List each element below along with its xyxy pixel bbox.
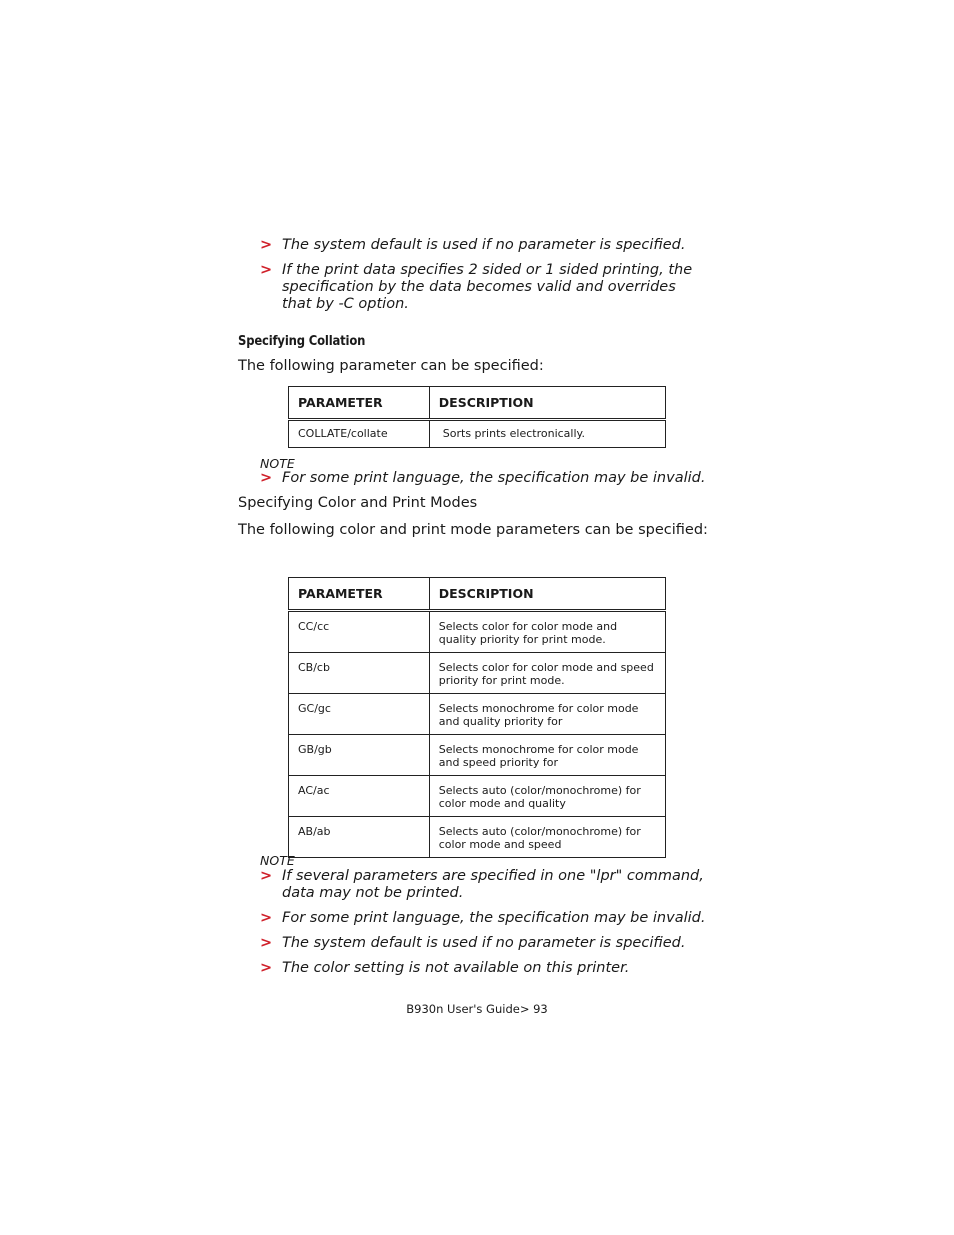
bullet-item	[260, 470, 710, 487]
table-cell-parameter: AC/ac	[289, 776, 430, 817]
note-label: NOTE	[260, 456, 295, 471]
table-cell-parameter: CC/cc	[289, 611, 430, 653]
color-intro: The following color and print mode parameters can be specified:	[238, 522, 708, 538]
page-footer: B930n User's Guide> 93	[406, 1002, 548, 1016]
collation-intro: The following parameter can be specified:	[238, 358, 544, 374]
color-table	[288, 577, 666, 858]
bullet-text: The system default is used if no parameter is specified.	[282, 935, 686, 951]
table-row	[289, 776, 666, 817]
table-row	[289, 817, 666, 858]
table-header-row	[289, 387, 666, 420]
bullet-marker: >	[260, 910, 273, 926]
bullet-item	[260, 910, 710, 927]
table-cell-description: Selects color for color mode and speed priority for print mode.	[429, 653, 665, 694]
bullet-marker: >	[260, 960, 273, 976]
table-header-description: DESCRIPTION	[429, 578, 665, 611]
table-row	[289, 611, 666, 653]
table-cell-parameter: CB/cb	[289, 653, 430, 694]
bullet-marker: >	[260, 470, 273, 486]
bullet-text: For some print language, the specification may be invalid.	[282, 910, 706, 926]
section-heading-color: Specifying Color and Print Modes	[238, 495, 478, 511]
bullet-text: If several parameters are specified in one "lpr" command, data may not be printed.	[282, 868, 704, 901]
bullet-item	[260, 237, 700, 254]
table-header-row	[289, 578, 666, 611]
table-row	[289, 653, 666, 694]
bullet-marker: >	[260, 935, 273, 951]
table-row	[289, 694, 666, 735]
bullet-item	[260, 868, 710, 902]
table-cell-parameter: GB/gb	[289, 735, 430, 776]
note-label: NOTE	[260, 853, 295, 868]
table-cell-description: Sorts prints electronically.	[429, 420, 665, 448]
table-header-parameter: PARAMETER	[289, 387, 430, 420]
table-cell-description: Selects color for color mode and quality priority for print mode.	[429, 611, 665, 653]
bullet-text: If the print data specifies 2 sided or 1 sided printing, the specification by the data becomes valid and overrides that by -C option.	[282, 262, 693, 312]
bullet-marker: >	[260, 868, 273, 884]
table-header-parameter: PARAMETER	[289, 578, 430, 611]
table-cell-description: Selects auto (color/monochrome) for color mode and speed	[429, 817, 665, 858]
bullet-item	[260, 960, 710, 977]
bullet-text: The system default is used if no parameter is specified.	[282, 237, 686, 253]
bullet-item	[260, 935, 710, 952]
table-cell-description: Selects auto (color/monochrome) for color mode and quality	[429, 776, 665, 817]
bullet-text: The color setting is not available on this printer.	[282, 960, 630, 976]
table-cell-parameter: COLLATE/collate	[289, 420, 430, 448]
bullet-item	[260, 262, 700, 313]
section-heading-collation: Specifying Collation	[238, 333, 366, 349]
table-cell-description: Selects monochrome for color mode and speed priority for	[429, 735, 665, 776]
bullet-marker: >	[260, 262, 273, 278]
table-cell-parameter: AB/ab	[289, 817, 430, 858]
table-row	[289, 735, 666, 776]
table-cell-description: Selects monochrome for color mode and quality priority for	[429, 694, 665, 735]
table-cell-parameter: GC/gc	[289, 694, 430, 735]
bullet-marker: >	[260, 237, 273, 253]
collation-table	[288, 386, 666, 448]
bullet-text: For some print language, the specification may be invalid.	[282, 470, 706, 486]
table-row	[289, 420, 666, 448]
table-header-description: DESCRIPTION	[429, 387, 665, 420]
